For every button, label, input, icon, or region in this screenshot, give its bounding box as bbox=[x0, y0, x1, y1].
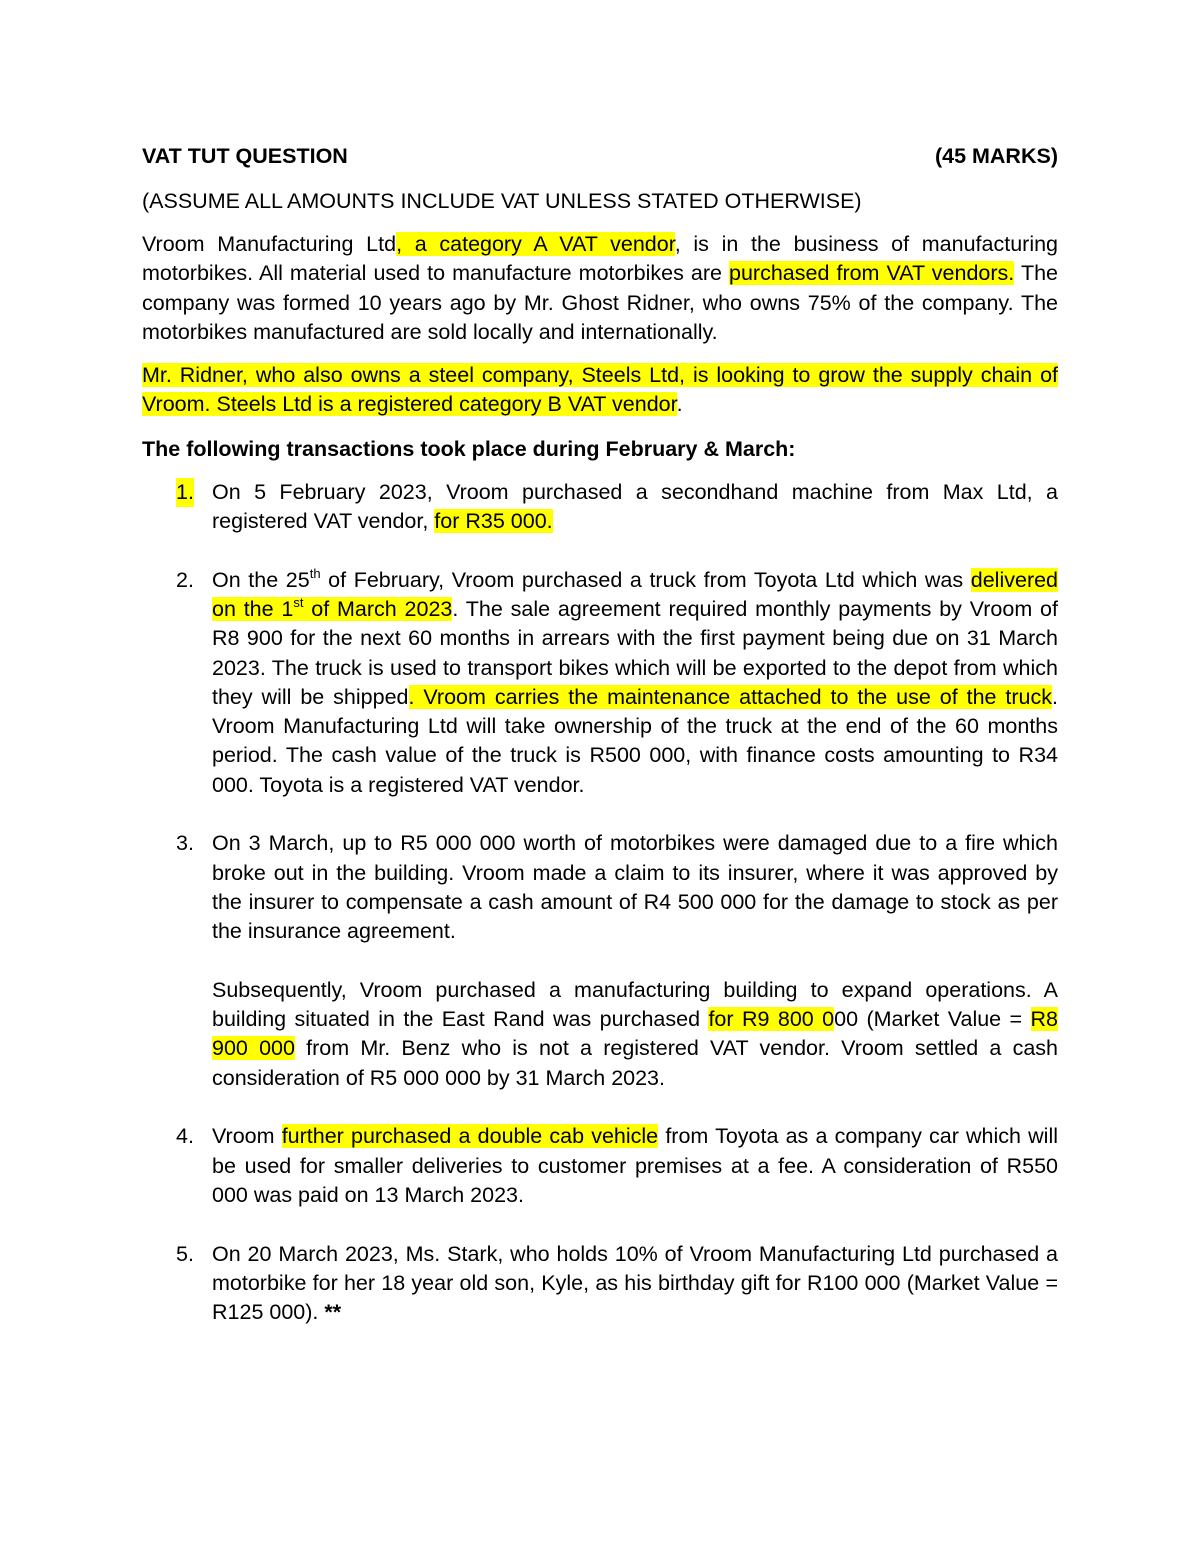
transactions-heading: The following transactions took place during February & March: bbox=[142, 436, 796, 461]
item4-text-a: Vroom bbox=[212, 1124, 282, 1149]
question-title: VAT TUT QUESTION bbox=[142, 144, 348, 168]
highlight-steels-ltd: Mr. Ridner, who also owns a steel company, Steels Ltd, is looking to grow the supply chain of Vroom. Steels Ltd is a registered category B VAT vendor bbox=[142, 363, 1058, 417]
list-item bbox=[142, 566, 1058, 800]
document-content bbox=[142, 141, 1058, 1327]
item2-text-a: On the 25 bbox=[212, 567, 310, 592]
highlight-building-price: for R9 800 0 bbox=[708, 1007, 835, 1032]
list-item bbox=[142, 1240, 1058, 1328]
intro-text-a: Vroom Manufacturing Ltd bbox=[142, 232, 397, 256]
list-item bbox=[142, 1122, 1058, 1210]
item3-paragraph-2 bbox=[212, 976, 1058, 1093]
marks-label: (45 MARKS) bbox=[934, 144, 1058, 168]
item2-text-g: . Vroom Manufacturing Ltd will take ownership of the truck at the end of the 60 months period. The cash value of the truck is R500 000, with finance costs amounting to R34 000. Toyota is a registered VAT vendor. bbox=[212, 684, 1058, 797]
highlight-double-cab: further purchased a double cab vehicle bbox=[281, 1124, 659, 1149]
item3-paragraph-1: On 3 March, up to R5 000 000 worth of motorbikes were damaged due to a fire which broke out in the building. Vroom made a claim to its insurer, where it was approved by the insurer to compensate a cash amount of R4 500 000 for the damage to stock as per the insurance agreement. bbox=[212, 831, 1058, 944]
intro-text-c: , is in the business of manufacturing motorbikes. All material used to manufacture motorbikes are bbox=[142, 232, 1059, 286]
intro-paragraph bbox=[142, 230, 1058, 347]
item-number: 2. bbox=[176, 567, 194, 592]
highlight-purchased-from-vat-vendors: purchased from VAT vendors. bbox=[729, 261, 1015, 286]
item3-text-a: Subsequently, Vroom purchased a manufacturing building to expand operations. A building situated in the East Rand was purchased bbox=[212, 977, 1058, 1032]
item3-text-c: 00 (Market Value = bbox=[834, 1007, 1031, 1032]
list-item bbox=[142, 478, 1058, 537]
title-row bbox=[142, 141, 1058, 171]
item2-text-b: of February, Vroom purchased a truck from Toyota Ltd which was bbox=[320, 567, 971, 592]
highlight-maintenance: . Vroom carries the maintenance attached to the use of the truck bbox=[408, 684, 1053, 709]
list-item bbox=[142, 829, 1058, 1093]
item-number: 1. bbox=[176, 478, 194, 507]
item2-text-c: delivered on the 1 bbox=[212, 567, 1059, 621]
highlight-item1-amount: for R35 000. bbox=[434, 509, 553, 534]
highlight-vat-category: , a category A VAT vendor bbox=[396, 232, 675, 256]
item3-text-e: from Mr. Benz who is not a registered VAT vendor. Vroom settled a cash consideration of R5 000 000 by 31 March 2023. bbox=[212, 1036, 1058, 1090]
item2-sup-th: th bbox=[309, 565, 321, 581]
item-number: 5. bbox=[176, 1241, 194, 1266]
item-number: 3. bbox=[176, 831, 194, 856]
item5-text-a: On 20 March 2023, Ms. Stark, who holds 10% of Vroom Manufacturing Ltd purchased a motorbike for her 18 year old son, Kyle, as his birthday gift for R100 000 (Market Value = R125 000). bbox=[212, 1241, 1058, 1325]
ridner-text-end: . bbox=[676, 392, 683, 417]
highlight-market-value: R8 900 000 bbox=[212, 1007, 1059, 1061]
item4-text-c: from Toyota as a company car which will be used for smaller deliveries to customer premises at a fee. A consideration of R550 000 was paid on 13 March 2023. bbox=[212, 1124, 1058, 1207]
item2-sup-st: st bbox=[293, 594, 304, 610]
intro-text-e: The company was formed 10 years ago by Mr. Ghost Ridner, who owns 75% of the company. The motorbikes manufactured are sold locally and internationally. bbox=[142, 261, 1058, 344]
item2-text-e: . The sale agreement required monthly payments by Vroom of R8 900 for the next 60 months in arrears with the first payment being due on 31 March 2023. The truck is used to transport bikes which will be exported to the depot from which they will be shipped bbox=[212, 596, 1058, 709]
item5-asterisks: ** bbox=[324, 1300, 342, 1325]
item-number: 4. bbox=[176, 1124, 194, 1149]
ridner-paragraph bbox=[142, 361, 1058, 420]
assumption-note: (ASSUME ALL AMOUNTS INCLUDE VAT UNLESS STATED OTHERWISE) bbox=[142, 189, 862, 213]
item2-text-d: of March 2023 bbox=[303, 596, 453, 621]
transactions-list bbox=[142, 478, 1058, 1328]
item1-text-a: On 5 February 2023, Vroom purchased a secondhand machine from Max Ltd, a registered VAT vendor, bbox=[212, 479, 1058, 534]
